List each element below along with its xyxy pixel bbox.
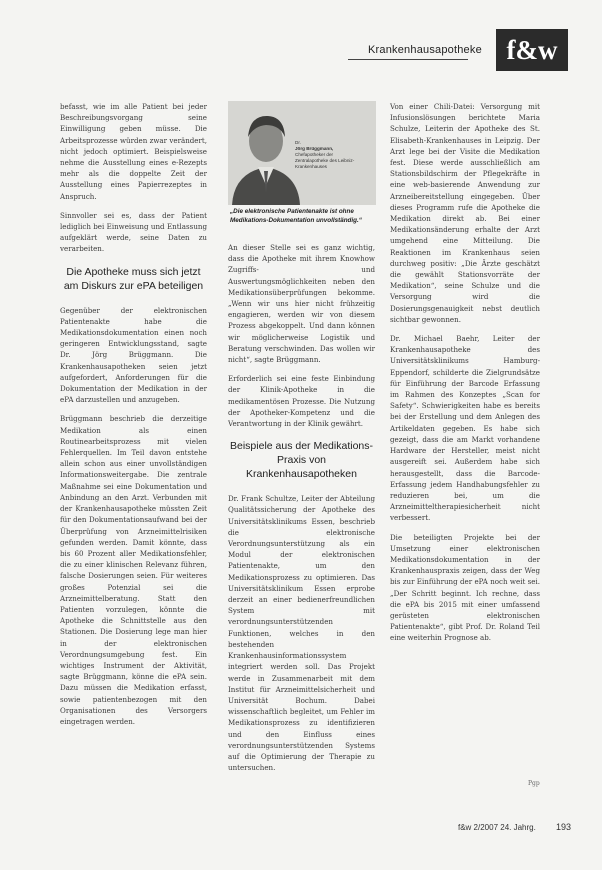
issue-info: f&w 2/2007 24. Jahrg. — [458, 823, 536, 832]
paragraph: Brüggmann beschrieb die derzeitige Medikation als einen Routinearbeitsprozess mit vielen Fehlerquellen. Im Teil davon entstehe allein schon aus einer unvollständigen Informationsweitergabe. Die zentrale Maßnahme sei eine Dokumentation und Anbindung an den Arzt. Verbunden mit der Krankenhausapotheke müssten Zeit für den Dokumentationsaufwand bei der Überprüfung von Arzneimittelrisiken gefunden werden. Damit könnte, dass bis 60 Prozent aller Medikationsfehler, die zu einer klinischen Relevanz führen, falsche Dosierungen seien. Für weiteres großes Potenzial sei die Arzneimittelberatung. Statt den Patienten vorzulegen, könnte die Apotheke die Schnittstelle aus den Stationen. Die Dosierung lege man hier in der elektronischen Verordnungsumgebung fest. Ein wichtiges Instrument der Aktivität, sagte Brüggmann, könne die ePA sein. Dazu müssen die Medikation erfasst, sowie patientenbezogen mit den Organisationen des Versorgers eingetragen werden. — [60, 414, 207, 726]
paragraph: An dieser Stelle sei es ganz wichtig, dass die Apotheke mit ihrem Knowhow Zugriffs- und Auswertungsmöglichkeiten neben den Medikationsüberprüfungen bekomme. „Wenn wir uns hier nicht frühzeitig engagieren, werden wir von diesem Prozess abgekoppelt. Und dann können wir möglicherweise Logistik und Beratung verschwinden. Das wollen wir nicht“, sagte Brüggmann. — [228, 243, 375, 365]
header-rule — [348, 59, 468, 60]
pull-quote: „Die elektronische Patientenakte ist ohne Medikations-Dokumentation unvollständig.“ — [230, 208, 362, 224]
caption-role: Chefapotheker der Zentralapotheke des Leibniz-Krankenhauses — [295, 152, 355, 169]
paragraph: Dr. Michael Baehr, Leiter der Krankenhausapotheke des Universitätsklinikums Hamburg-Eppendorf, schilderte die Zielgrundsätze für Einführung der Barcode Erfassung im Rahmen des Konzeptes „Scan for Safety“. Schwierigkeiten habe es bereits bei der Erstellung und dem Anlegen des Artikeldaten gegeben. Es habe sich gezeigt, dass die am Markt vorhandene Hardware der Hersteller, meist nicht ausgereift sei. Außerdem habe sich herausgestellt, dass die Barcode-Erfassung jedem Handhabungsfehler zu reduzieren bei, um die Arzneimitteltherapiesicherheit nicht verbessert. — [390, 334, 540, 523]
paragraph: Dr. Frank Schultze, Leiter der Abteilung Qualitätssicherung der Apotheke des Universitätsklinikums Essen, beschrieb die elektronische Verordnungsunterstützung als ein Modul der elektronischen Patientenakte, um den Medikationsprozess zu optimieren. Das Universitätsklinikum Essen erprobe derzeit an einer bedienerfreundlichen System mit verordnungsunterstützenden Funktionen, welches in den bestehenden Krankenhausinformationssystem integriert werden soll. Das Projekt werde in Zusammenarbeit mit dem Institut für Arzneimittelsicherheit und Universität Bochum. Dabei wissenschaftlich begleitet, um Fehler im Medikationsprozess zu identifizieren und den Einfluss eines verordnungsunterstützenden Systems auf die Optimierung der Therapie zu untersuchen. — [228, 494, 375, 773]
column-2 — [228, 242, 375, 781]
journal-logo: f&w — [496, 29, 568, 71]
caption-name: Jörg Brüggmann, — [295, 146, 334, 151]
column-1 — [60, 101, 207, 735]
paragraph: Von einer Chili-Datei: Versorgung mit Infusionslösungen berichtete Maria Schulze, Leiterin der Apotheke des St. Elisabeth-Krankenhauses in Leipzig. Der Arzt lege bei der Visite die Medikation fest. Diese werde ausschließlich am Stationsbildschirm der Pflegekräfte in eine web-basierende Anwendung zur Arzneibereitstellung eingegeben. Über dieses Programm rufe die Apotheke die Medikation direkt ab. Bei einer Medikationsänderung erhalte der Arzt umgehend eine Mitteilung. Die Reaktionen im Krankenhaus seien durchweg positiv: „Die Ärzte geschätzt die gewählt Stationsvorräte der Medikation“, seine Schulze und die Versorgung wird die Dosierungsgenauigkeit nebst deutlich sichtbar gewonnen. — [390, 102, 540, 324]
subheading: Die Apotheke muss sich jetzt am Diskurs zur ePA beteiligen — [63, 265, 204, 292]
photo-caption — [295, 140, 365, 170]
page-number: 193 — [556, 822, 572, 832]
paragraph: befasst, wie im alle Patient bei jeder Beschreibungsvorgang seine Einwilligung geben müsse. Die Arbeitsprozesse würden zwar verändert, nicht jedoch optimiert. Beispielsweise nehme die Ausstellung eines e-Rezepts mehr als die doppelte Zeit der Ausstellung eines Papierrezeptes in Anspruch. — [60, 102, 207, 201]
end-mark: Pgp — [528, 780, 540, 787]
paragraph: Erforderlich sei eine feste Einbindung der Klinik-Apotheke in die medikamentösen Prozesse. Die Nutzung der Apotheker-Kompetenz und die Verantwortung in der Klinik gewährt. — [228, 374, 375, 429]
paragraph: Gegenüber der elektronischen Patientenakte habe die Medikationsdokumentation einen noch geringeren Entwicklungsstand, sagte Dr. Jörg Brüggmann. Die Krankenhausapotheken seien jetzt aufgefordert, Anforderungen für die Dokumentation der Medikation in der ePA darzustellen und anzugeben. — [60, 305, 207, 405]
paragraph: Sinnvoller sei es, dass der Patient lediglich bei Einweisung und Entlassung aufgeklärt werde, seine Daten zu verarbeiten. — [60, 210, 207, 254]
section-title: Krankenhausapotheke — [368, 44, 482, 56]
paragraph: Die beteiligten Projekte bei der Umsetzung einer elektronischen Medikationsdokumentation in der Krankenhauspraxis zeigen, dass der Weg bis zur Einführung der ePA noch weit sei. „Der Schritt beginnt. Ich rechne, dass die ePA bis 2015 mit einer umfassend gerüsteten elektronischen Patientenakte“, gibt Prof. Dr. Roland Teil eine weiterhin Prognose ab. — [390, 532, 540, 643]
column-3 — [390, 101, 540, 652]
subheading: Beispiele aus der Medikations-Praxis von Krankenhausapotheken — [230, 440, 373, 481]
caption-title: Dr. — [295, 140, 301, 145]
